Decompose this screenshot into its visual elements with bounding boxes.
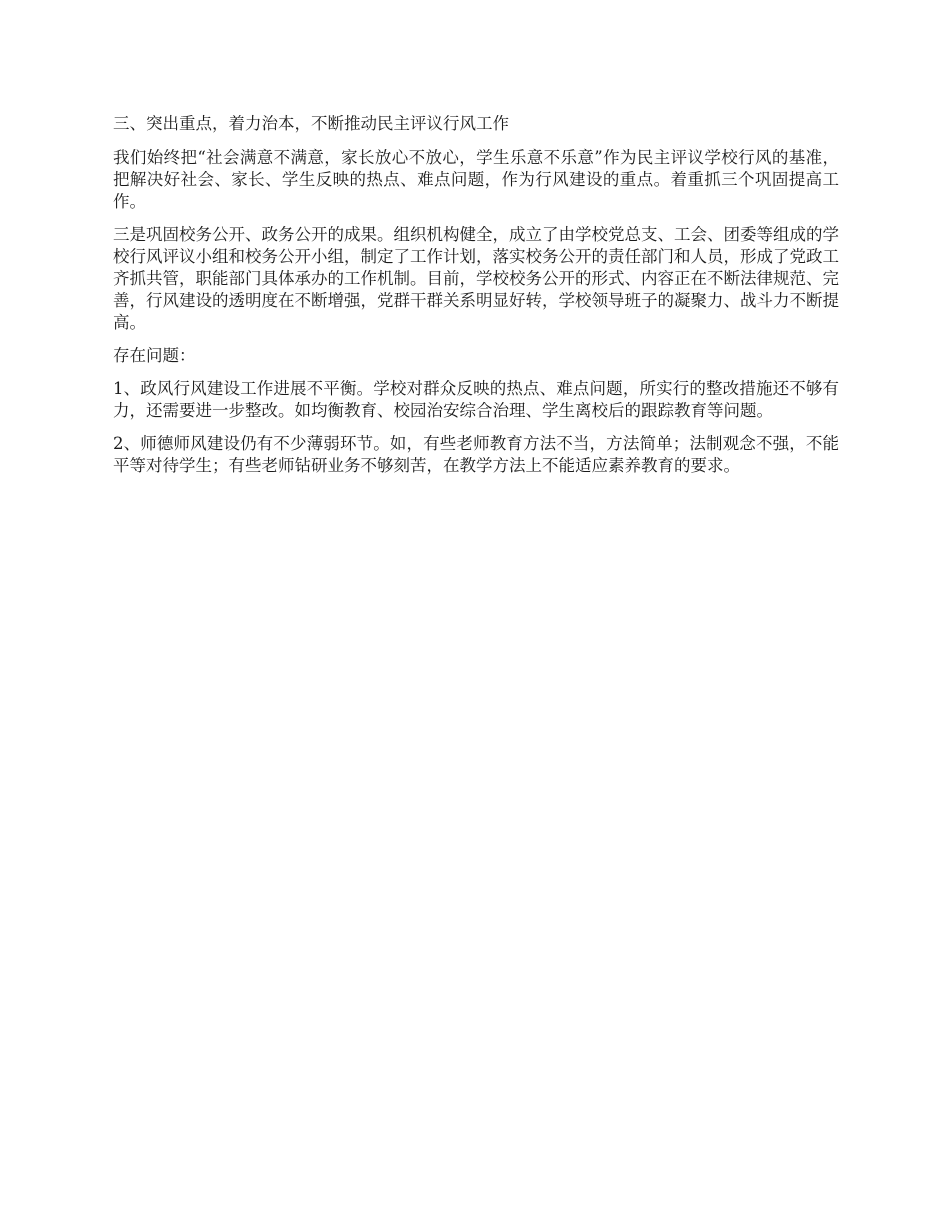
paragraph-evaluation-standard: 我们始终把“社会满意不满意，家长放心不放心，学生乐意不乐意”作为民主评议学校行风的基准，把解决好社会、家长、学生反映的热点、难点问题，作为行风建设的重点。着重抓三个巩固提高工作。: [113, 148, 839, 211]
section-heading: 三、突出重点，着力治本，不断推动民主评议行风工作: [113, 114, 509, 133]
problem-item-2: 2、师德师风建设仍有不少薄弱环节。如，有些老师教育方法不当，方法简单；法制观念不强，不能平等对待学生；有些老师钻研业务不够刻苦，在教学方法上不能适应素养教育的要求。: [113, 434, 839, 475]
document-body: [113, 113, 839, 488]
problems-heading: 存在问题：: [113, 346, 196, 365]
paragraph-school-affairs-openness: 三是巩固校务公开、政务公开的成果。组织机构健全，成立了由学校党总支、工会、团委等组成的学校行风评议小组和校务公开小组，制定了工作计划，落实校务公开的责任部门和人员，形成了党政工齐抓共管，职能部门具体承办的工作机制。目前，学校校务公开的形式、内容正在不断法律规范、完善，行风建设的透明度在不断增强，党群干群关系明显好转，学校领导班子的凝聚力、战斗力不断提高。: [113, 225, 839, 332]
problem-item-1: 1、政风行风建设工作进展不平衡。学校对群众反映的热点、难点问题，所实行的整改措施还不够有力，还需要进一步整改。如均衡教育、校园治安综合治理、学生离校后的跟踪教育等问题。: [113, 379, 839, 420]
